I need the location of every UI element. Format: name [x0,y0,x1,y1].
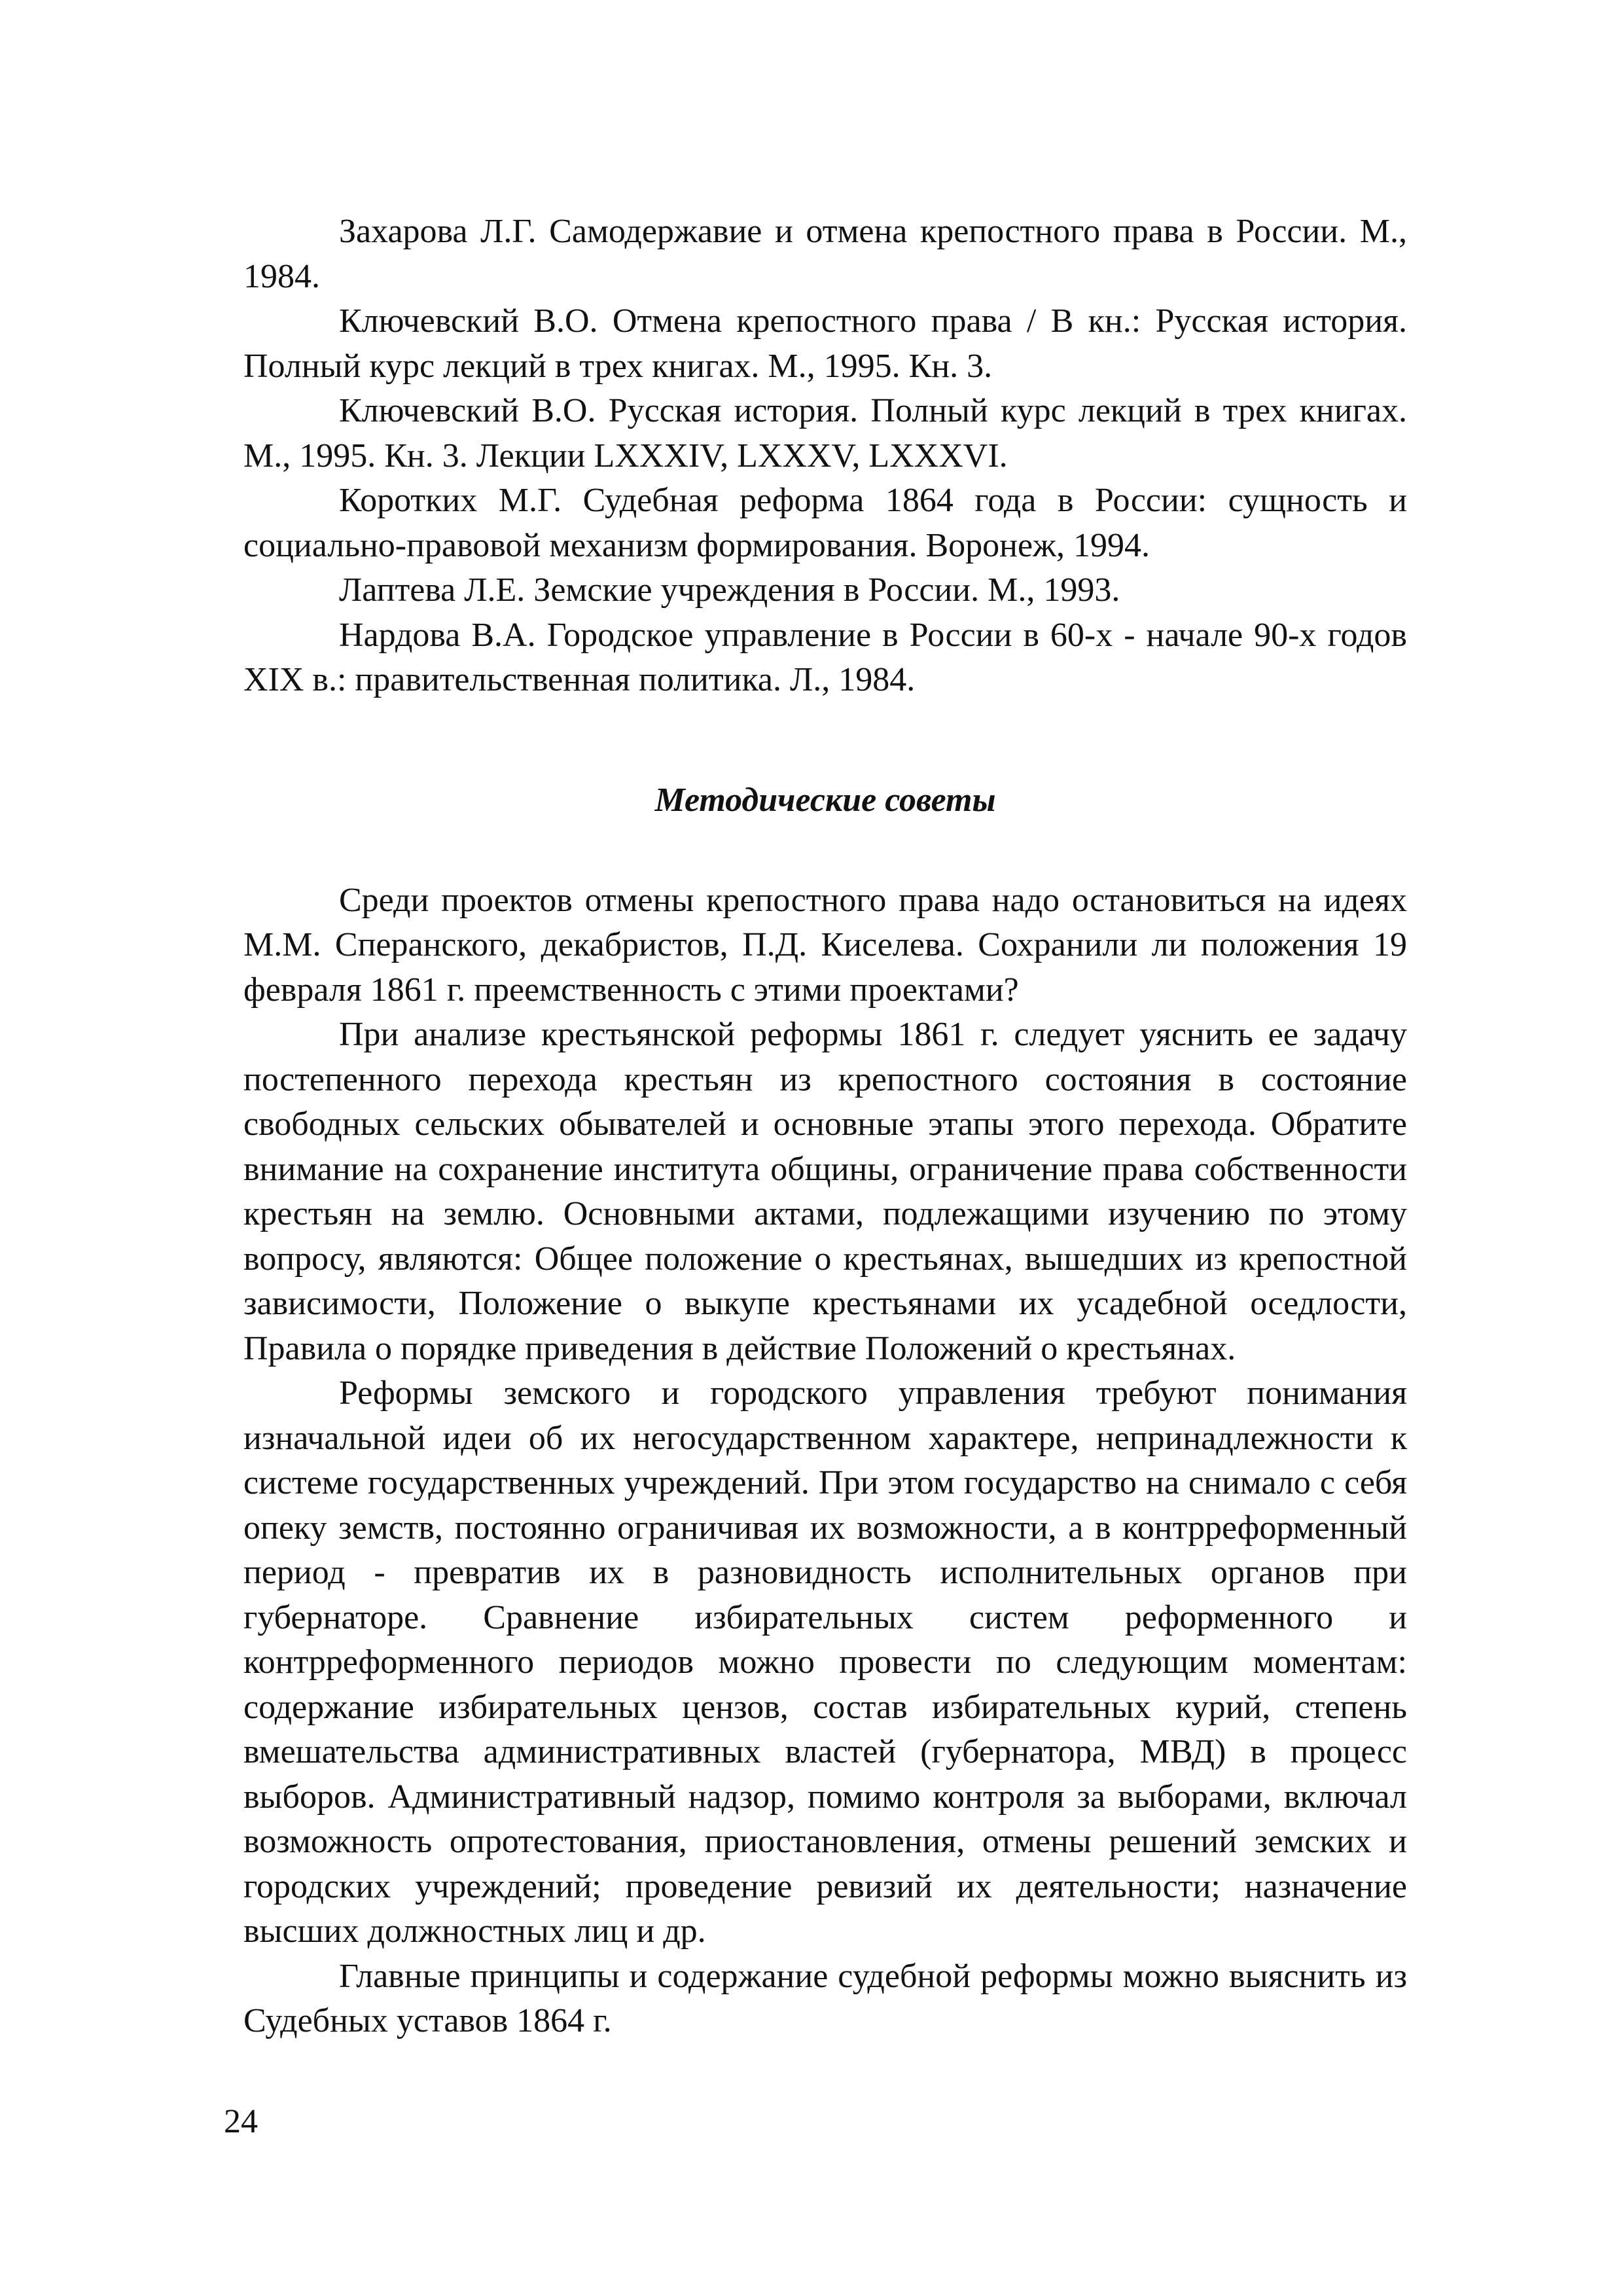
body-paragraph: Главные принципы и содержание судебной реформы можно выяснить из Судебных уставов 1864 г. [243,1957,1407,2039]
bibliography-entry: Ключевский В.О. Русская история. Полный курс лекций в трех книгах. М., 1995. Кн. 3. Лекции LXXXIV, LXXXV, LXXXVI. [243,392,1407,475]
body-text [243,878,1407,2044]
page-number: 24 [224,2103,258,2140]
body-paragraph: Среди проектов отмены крепостного права надо остановиться на идеях М.М. Сперанского, декабристов, П.Д. Киселева. Сохранили ли положения 19 февраля 1861 г. преемственность с этими проектами? [243,881,1407,1009]
body-paragraph: Реформы земского и городского управления требуют понимания изначальной идеи об их негосударственном характере, непринадлежности к системе государственных учреждений. При этом государство на снимало с себя опеку земств, постоянно ограничивая их возможности, а в контрреформенный период - превратив их в разновидность исполнительных органов при губернаторе. Сравнение избирательных систем реформенного и контрреформенного периодов можно провести по следующим моментам: содержание избирательных цензов, состав избирательных курий, степень вмешательства административных властей (губернатора, МВД) в процесс выборов. Административный надзор, помимо контроля за выборами, включал возможность опротестования, приостановления, отмены решений земских и городских учреждений; проведение ревизий их деятельности; назначение высших должностных лиц и др. [243,1374,1407,1950]
bibliography-entry: Коротких М.Г. Судебная реформа 1864 года в России: сущность и социально-правовой механизм формирования. Воронеж, 1994. [243,482,1407,564]
bibliography-entry: Ключевский В.О. Отмена крепостного права / В кн.: Русская история. Полный курс лекций в трех книгах. М., 1995. Кн. 3. [243,302,1407,385]
bibliography-entry: Лаптева Л.Е. Земские учреждения в России. М., 1993. [339,571,1120,609]
bibliography-list [243,209,1407,703]
page-content [243,209,1407,2044]
bibliography-entry: Захарова Л.Г. Самодержавие и отмена крепостного права в России. М., 1984. [243,213,1407,295]
body-paragraph: При анализе крестьянской реформы 1861 г. следует уяснить ее задачу постепенного перехода крестьян из крепостного состояния в состояние свободных сельских обывателей и основные этапы этого перехода. Обратите внимание на сохранение института общины, ограничение права собственности крестьян на землю. Основными актами, подлежащими изучению по этому вопросу, являются: Общее положение о крестьянах, вышедших из крепостной зависимости, Положение о выкупе крестьянами их усадебной оседлости, Правила о порядке приведения в действие Положений о крестьянах. [243,1016,1407,1367]
section-title: Методические советы [654,781,996,819]
bibliography-entry: Нардова В.А. Городское управление в России в 60-х - начале 90-х годов XIX в.: правительственная политика. Л., 1984. [243,616,1407,698]
